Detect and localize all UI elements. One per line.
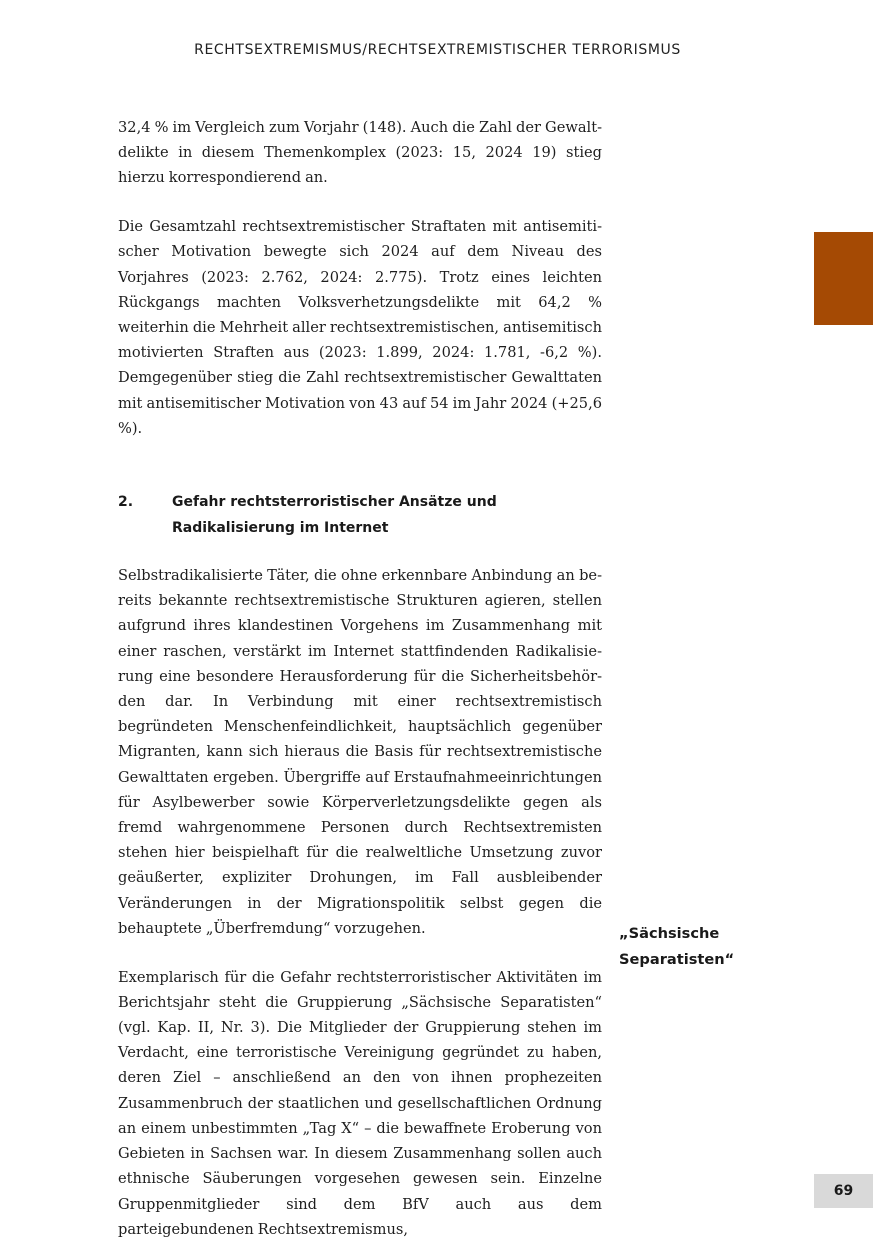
- paragraph-antisemitic-crimes: Die Gesamtzahl rechtsextremistischer Straftaten mit antisemitischer Motivation bewegte sich 2024 auf dem Niveau des Vorjahres (2023: 2.762, 2024: 2.775). Trotz eines leichten Rückgangs machten Volksverhetzungsdelikte mit 64,2 % weiterhin die Mehrheit aller rechtsextremistischen, antisemitisch motivierten Straften aus (2023: 1.899, 2024: 1.781, -6,2 %). Demgegenüber stieg die Zahl rechtsextremistischer Gewalttaten mit antisemitischer Motivation von 43 auf 54 im Jahr 2024 (+25,6 %).: [118, 218, 602, 437]
- margin-note: „Sächsische Separatisten“: [619, 925, 735, 968]
- page-number: 69: [814, 1174, 873, 1208]
- section-number: 2.: [118, 494, 134, 511]
- paragraph-statistics-continued: 32,4 % im Vergleich zum Vorjahr (148). Auch die Zahl der Gewaltdelikte in diesem Themenkomplex (2023: 15, 2024 19) stieg hierzu korrespondierend an.: [118, 119, 602, 187]
- text-column: [118, 115, 602, 1242]
- section-title: Gefahr rechtsterroristischer Ansätze und Radikalisierung im Internet: [172, 494, 497, 537]
- paragraph-saxon-separatists: Exemplarisch für die Gefahr rechtsterroristischer Aktivitäten im Berichtsjahr steht die Gruppierung „Sächsische Separatisten“ (vgl. Kap. II, Nr. 3). Die Mitglieder der Gruppierung stehen im Verdacht, eine terroristische Vereinigung gegründet zu haben, deren Ziel – anschließend an den von ihnen prophezeiten Zusammenbruch der staatlichen und gesellschaftlichen Ordnung an einem unbestimmten „Tag X“ – die bewaffnete Eroberung von Gebieten in Sachsen war. In diesem Zusammenhang sollen auch ethnische Säuberungen vorgesehen gewesen sein. Einzelne Gruppenmitglieder sind dem BfV auch aus dem parteigebundenen Rechtsextremismus,: [118, 968, 602, 1238]
- paragraph-self-radicalized-perpetrators: Selbstradikalisierte Täter, die ohne erkennbare Anbindung an bereits bekannte rechtsextremistische Strukturen agieren, stellen aufgrund ihres klandestinen Vorgehens im Zusammenhang mit einer raschen, verstärkt im Internet stattfindenden Radikalisierung eine besondere Herausforderung für die Sicherheitsbehörden dar. In Verbindung mit einer rechtsextremistisch begründeten Menschenfeindlichkeit, hauptsächlich gegenüber Migranten, kann sich hieraus die Basis für rechtsextremistische Gewalttaten ergeben. Übergriffe auf Erstaufnahmeeinrichtungen für Asylbewerber sowie Körperverletzungsdelikte gegen als fremd wahrgenommene Personen durch Rechtsextremisten stehen hier beispielhaft für die realweltliche Umsetzung zuvor geäußerter, expliziter Drohungen, im Fall ausbleibender Veränderungen in der Migrationspolitik selbst gegen die behauptete „Überfremdung“ vorzugehen.: [118, 567, 602, 937]
- running-header: RECHTSEXTREMISMUS/RECHTSEXTREMISTISCHER TERRORISMUS: [194, 42, 681, 58]
- section-heading: [118, 489, 602, 541]
- chapter-tab-marker: [814, 232, 873, 325]
